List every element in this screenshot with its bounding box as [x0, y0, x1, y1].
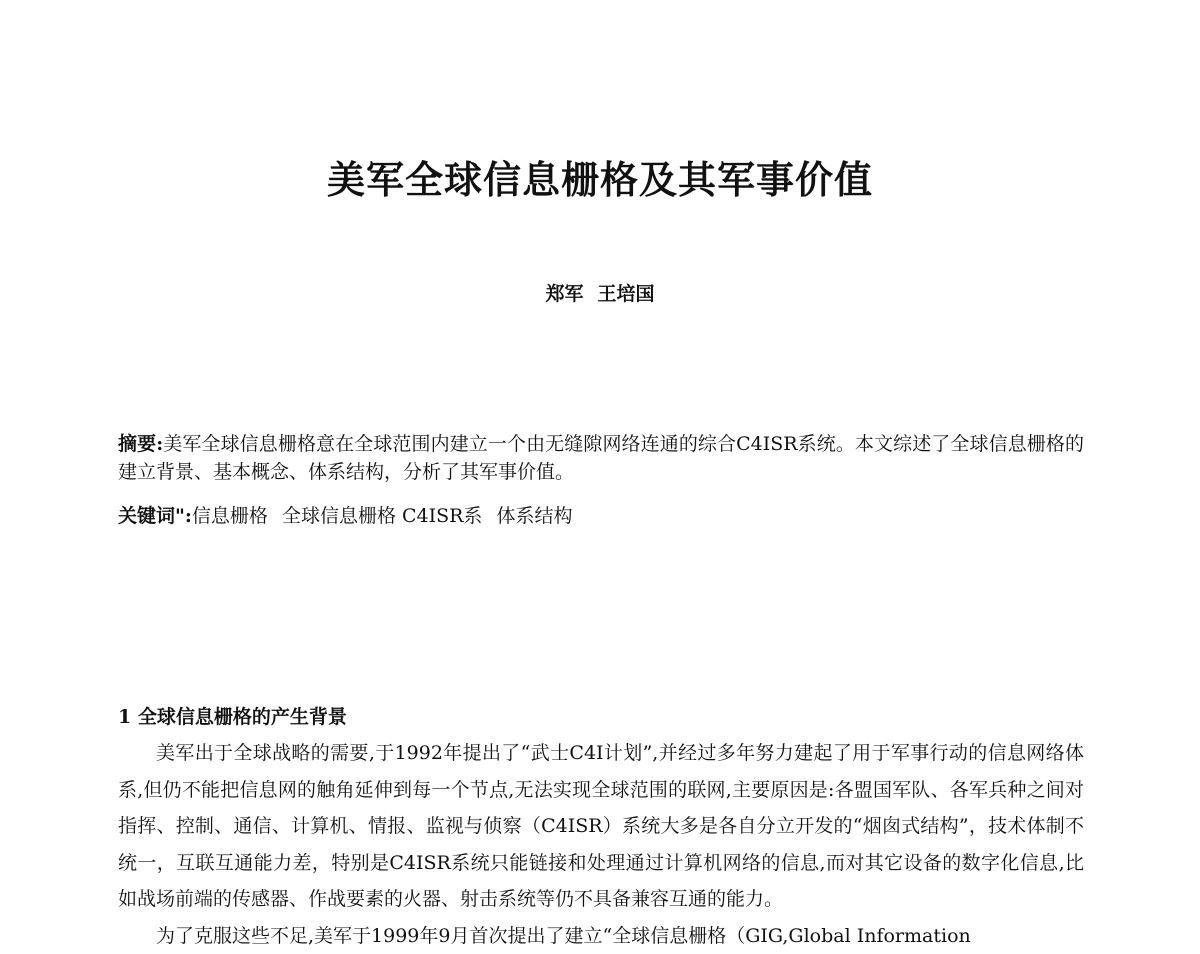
keyword: 信息栅格 — [192, 505, 268, 527]
section-body — [118, 735, 1084, 954]
keywords — [118, 502, 1084, 530]
keyword: 全球信息栅格 C4ISR系 — [282, 505, 483, 527]
abstract — [118, 430, 1084, 486]
abstract-label: 摘要: — [118, 433, 163, 455]
body-paragraph: 美军出于全球战略的需要,于1992年提出了“武士C4I计划”,并经过多年努力建起了用于军事行动的信息网络体系,但仍不能把信息网的触角延伸到每一个节点,无法实现全球范围的联网,主要原因是:各盟国军队、各军兵种之间对指挥、控制、通信、计算机、情报、监视与侦察（C4ISR）系统大多是各自分立开发的“烟囱式结构”，技术体制不统一，互联互通能力差，特别是C4ISR系统只能链接和处理通过计算机网络的信息,而对其它设备的数字化信息,比如战场前端的传感器、作战要素的火器、射击系统等仍不具备兼容互通的能力。 — [118, 735, 1084, 918]
author-list — [0, 280, 1200, 308]
section-heading: 1 全球信息栅格的产生背景 — [118, 703, 347, 731]
abstract-text: 美军全球信息栅格意在全球范围内建立一个由无缝隙网络连通的综合C4ISR系统。本文综述了全球信息栅格的建立背景、基本概念、体系结构，分析了其军事价值。 — [118, 433, 1084, 483]
keywords-label: 关键词": — [118, 505, 192, 527]
author-name: 郑军 — [545, 283, 583, 305]
keyword: 体系结构 — [496, 505, 572, 527]
paper-title: 美军全球信息栅格及其军事价值 — [0, 152, 1200, 208]
body-paragraph: 为了克服这些不足,美军于1999年9月首次提出了建立“全球信息栅格（GIG,Global Information — [118, 918, 1084, 954]
author-name: 王培国 — [598, 283, 655, 305]
